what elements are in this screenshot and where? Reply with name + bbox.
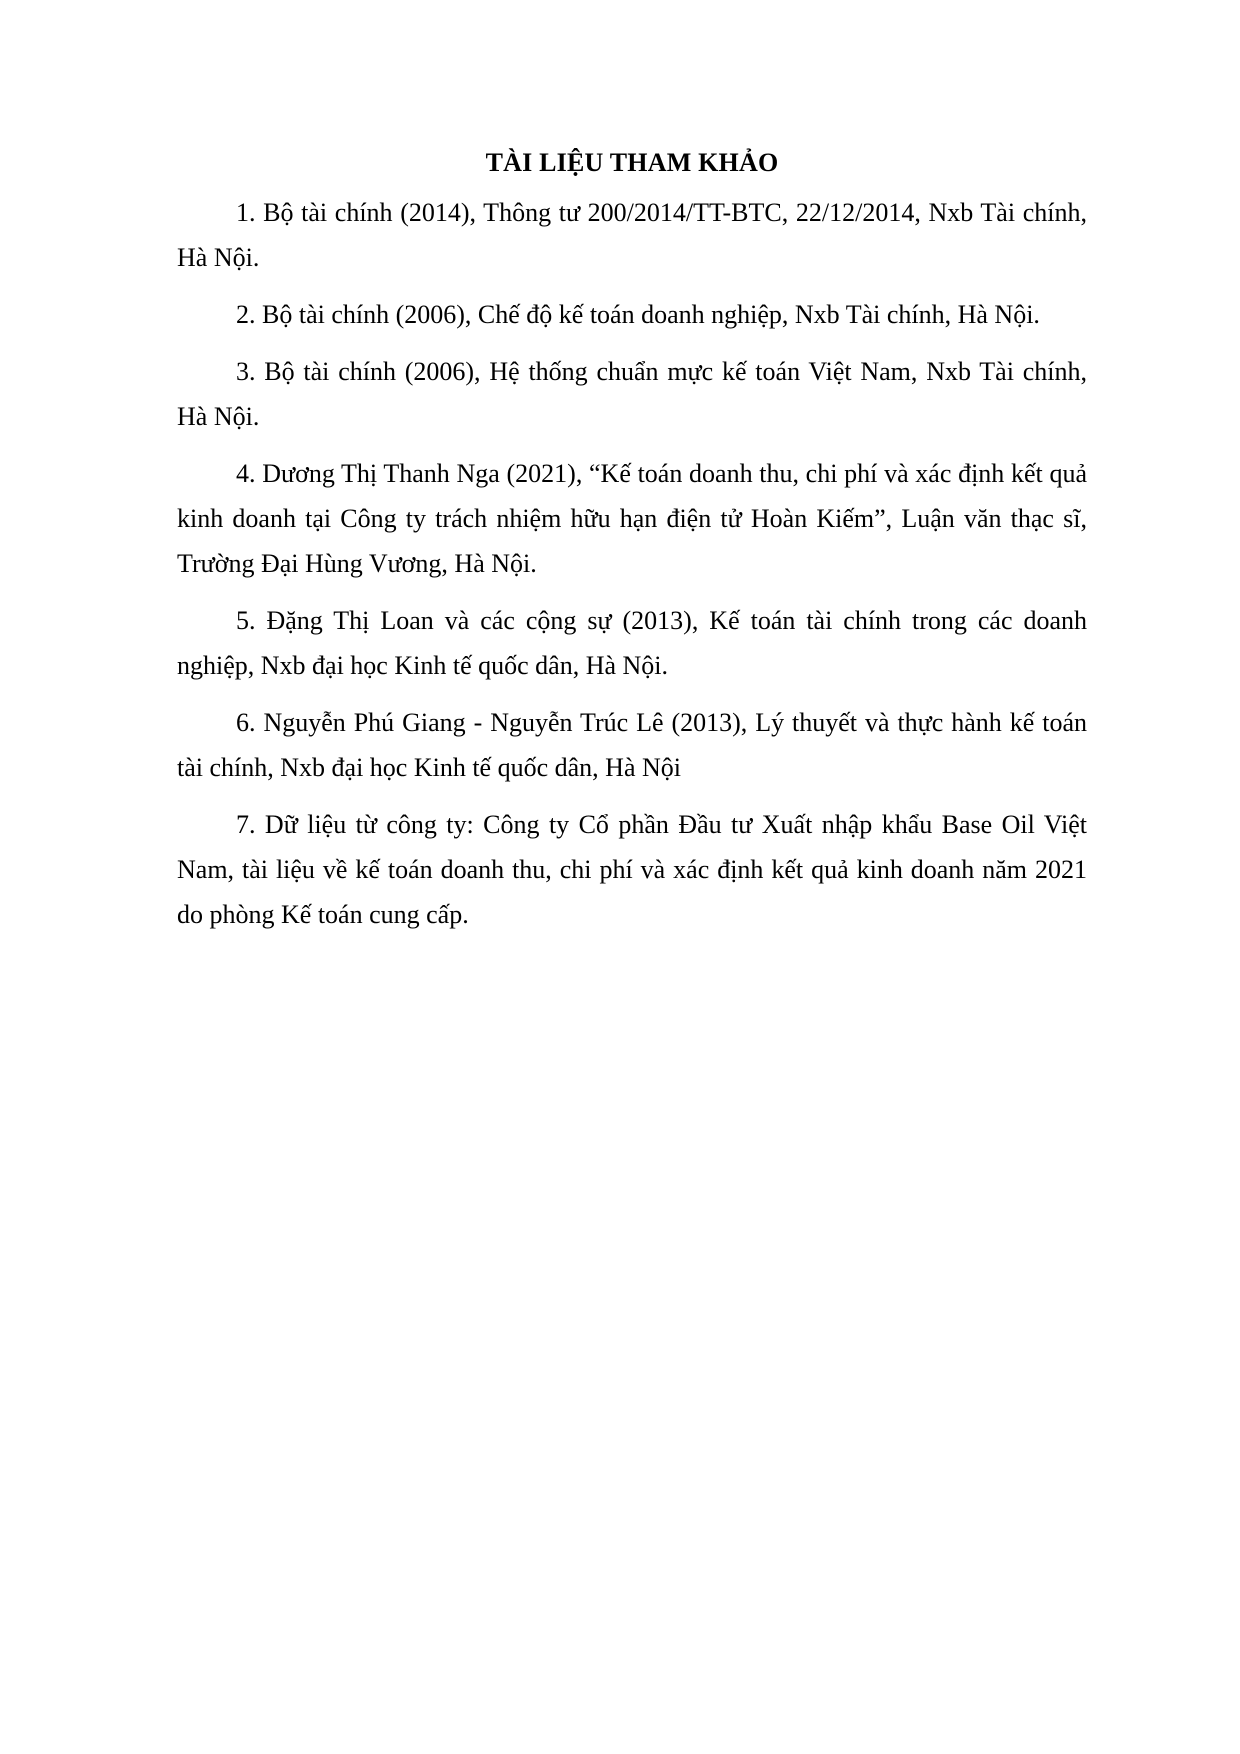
reference-item-5: 5. Đặng Thị Loan và các cộng sự (2013), Kế toán tài chính trong các doanh nghiệp, Nxb đại học Kinh tế quốc dân, Hà Nội.	[177, 606, 1087, 680]
reference-item-7: 7. Dữ liệu từ công ty: Công ty Cổ phần Đầu tư Xuất nhập khẩu Base Oil Việt Nam, tài liệu về kế toán doanh thu, chi phí và xác định kết quả kinh doanh năm 2021 do phòng Kế toán cung cấp.	[177, 810, 1087, 929]
reference-item-6: 6. Nguyễn Phú Giang - Nguyễn Trúc Lê (2013), Lý thuyết và thực hành kế toán tài chính, Nxb đại học Kinh tế quốc dân, Hà Nội	[177, 708, 1087, 782]
reference-item-4: 4. Dương Thị Thanh Nga (2021), “Kế toán doanh thu, chi phí và xác định kết quả kinh doanh tại Công ty trách nhiệm hữu hạn điện tử Hoàn Kiếm”, Luận văn thạc sĩ, Trường Đại Hùng Vương, Hà Nội.	[177, 459, 1087, 578]
page-title: TÀI LIỆU THAM KHẢO	[485, 148, 779, 177]
reference-item-3: 3. Bộ tài chính (2006), Hệ thống chuẩn mực kế toán Việt Nam, Nxb Tài chính, Hà Nội.	[177, 357, 1087, 431]
reference-item-1: 1. Bộ tài chính (2014), Thông tư 200/2014/TT-BTC, 22/12/2014, Nxb Tài chính, Hà Nội.	[177, 198, 1087, 272]
reference-item-2: 2. Bộ tài chính (2006), Chế độ kế toán doanh nghiệp, Nxb Tài chính, Hà Nội.	[236, 300, 1040, 329]
references-section	[177, 146, 1087, 949]
